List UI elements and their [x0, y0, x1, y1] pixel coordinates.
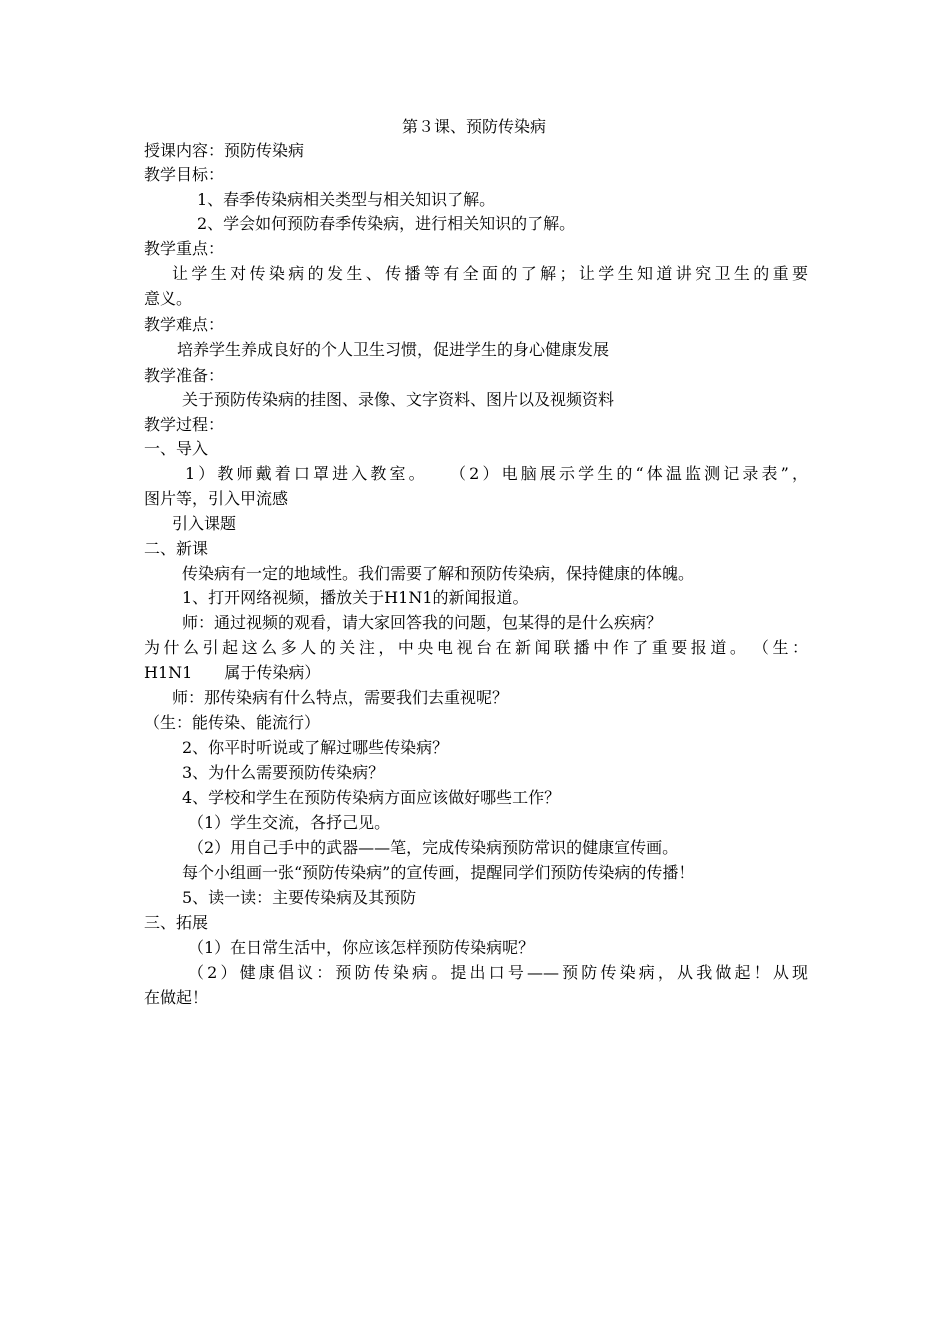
text-line-24: （生：能传染、能流行） [144, 713, 321, 732]
text-line-9: 培养学生养成良好的个人卫生习惯，促进学生的身心健康发展 [177, 340, 610, 359]
text-line-19: 1、打开网络视频，播放关于H1N1的新闻报道。 [182, 588, 529, 607]
text-line-22: H1N1 属于传染病） [144, 663, 321, 682]
text-line-14: 1）教师戴着口罩进入教室。 （2）电脑展示学生的“体温监测记录表”， [185, 464, 808, 483]
text-line-31: 5、读一读：主要传染病及其预防 [182, 888, 417, 907]
text-line-30: 每个小组画一张“预防传染病”的宣传画，提醒同学们预防传染病的传播！ [182, 863, 695, 882]
text-line-12: 教学过程： [144, 415, 225, 434]
text-line-13: 一、导入 [144, 439, 209, 458]
text-line-29: （2）用自己手中的武器——笔，完成传染病预防常识的健康宣传画。 [188, 838, 679, 857]
text-line-20: 师：通过视频的观看，请大家回答我的问题，包某得的是什么疾病？ [182, 613, 663, 632]
page-title: 第３课、预防传染病 [402, 117, 547, 136]
text-line-3: 1、春季传染病相关类型与相关知识了解。 [197, 190, 496, 209]
text-line-28: （1）学生交流，各抒己见。 [188, 813, 391, 832]
text-line-6: 让学生对传染病的发生、传播等有全面的了解；让学生知道讲究卫生的重要 [172, 264, 808, 283]
text-line-1: 授课内容：预防传染病 [144, 141, 305, 160]
text-line-25: 2、你平时听说或了解过哪些传染病？ [182, 738, 449, 757]
text-line-8: 教学难点： [144, 315, 225, 334]
text-line-5: 教学重点： [144, 239, 225, 258]
text-line-7: 意义。 [144, 289, 193, 308]
text-line-18: 传染病有一定的地域性。我们需要了解和预防传染病，保持健康的体魄。 [182, 564, 695, 583]
text-line-21: 为什么引起这么多人的关注，中央电视台在新闻联播中作了重要报道。 （生： [144, 638, 808, 657]
text-line-32: 三、拓展 [144, 913, 209, 932]
text-line-17: 二、新课 [144, 539, 209, 558]
text-line-16: 引入课题 [172, 514, 237, 533]
text-line-15: 图片等，引入甲流感 [144, 489, 289, 508]
text-line-26: 3、为什么需要预防传染病？ [182, 763, 385, 782]
text-line-10: 教学准备： [144, 366, 225, 385]
text-line-23: 师：那传染病有什么特点，需要我们去重视呢？ [172, 688, 509, 707]
text-line-2: 教学目标： [144, 165, 225, 184]
text-line-33: （1）在日常生活中，你应该怎样预防传染病呢？ [188, 938, 535, 957]
text-line-4: 2、学会如何预防春季传染病，进行相关知识的了解。 [197, 214, 576, 233]
text-line-27: 4、学校和学生在预防传染病方面应该做好哪些工作？ [182, 788, 561, 807]
text-line-35: 在做起！ [144, 988, 209, 1007]
text-line-34: （2）健康倡议：预防传染病。提出口号——预防传染病，从我做起！从现 [188, 963, 808, 982]
text-line-11: 关于预防传染病的挂图、录像、文字资料、图片以及视频资料 [182, 390, 615, 409]
